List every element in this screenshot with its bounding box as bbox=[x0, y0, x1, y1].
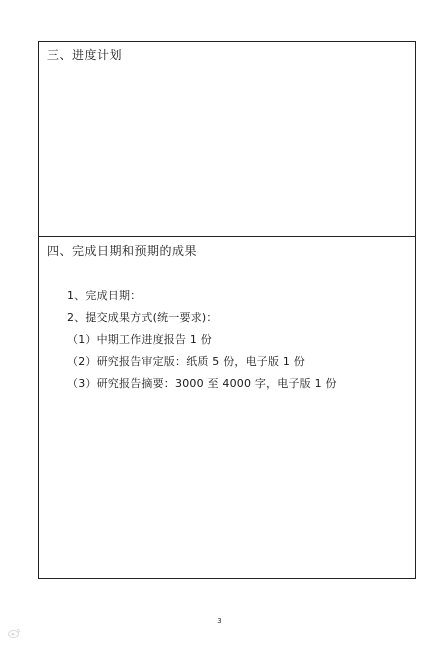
midterm-report-item: （1）中期工作进度报告 1 份 bbox=[67, 333, 212, 346]
weibo-logo-icon bbox=[8, 628, 21, 638]
outcomes-heading: 四、完成日期和预期的成果 bbox=[47, 244, 198, 258]
outcome-list bbox=[67, 285, 337, 395]
progress-plan-section bbox=[39, 42, 415, 237]
form-table bbox=[38, 41, 416, 579]
watermark bbox=[8, 628, 21, 638]
outcomes-section bbox=[39, 237, 415, 578]
completion-date-item: 1、完成日期： bbox=[67, 289, 142, 302]
progress-plan-heading: 三、进度计划 bbox=[47, 48, 123, 62]
final-report-item: （2）研究报告审定版：纸质 5 份，电子版 1 份 bbox=[67, 355, 305, 368]
report-abstract-item: （3）研究报告摘要：3000 至 4000 字，电子版 1 份 bbox=[67, 377, 337, 390]
submission-method-item: 2、提交成果方式(统一要求)： bbox=[67, 311, 218, 324]
page-number: 3 bbox=[217, 617, 222, 625]
